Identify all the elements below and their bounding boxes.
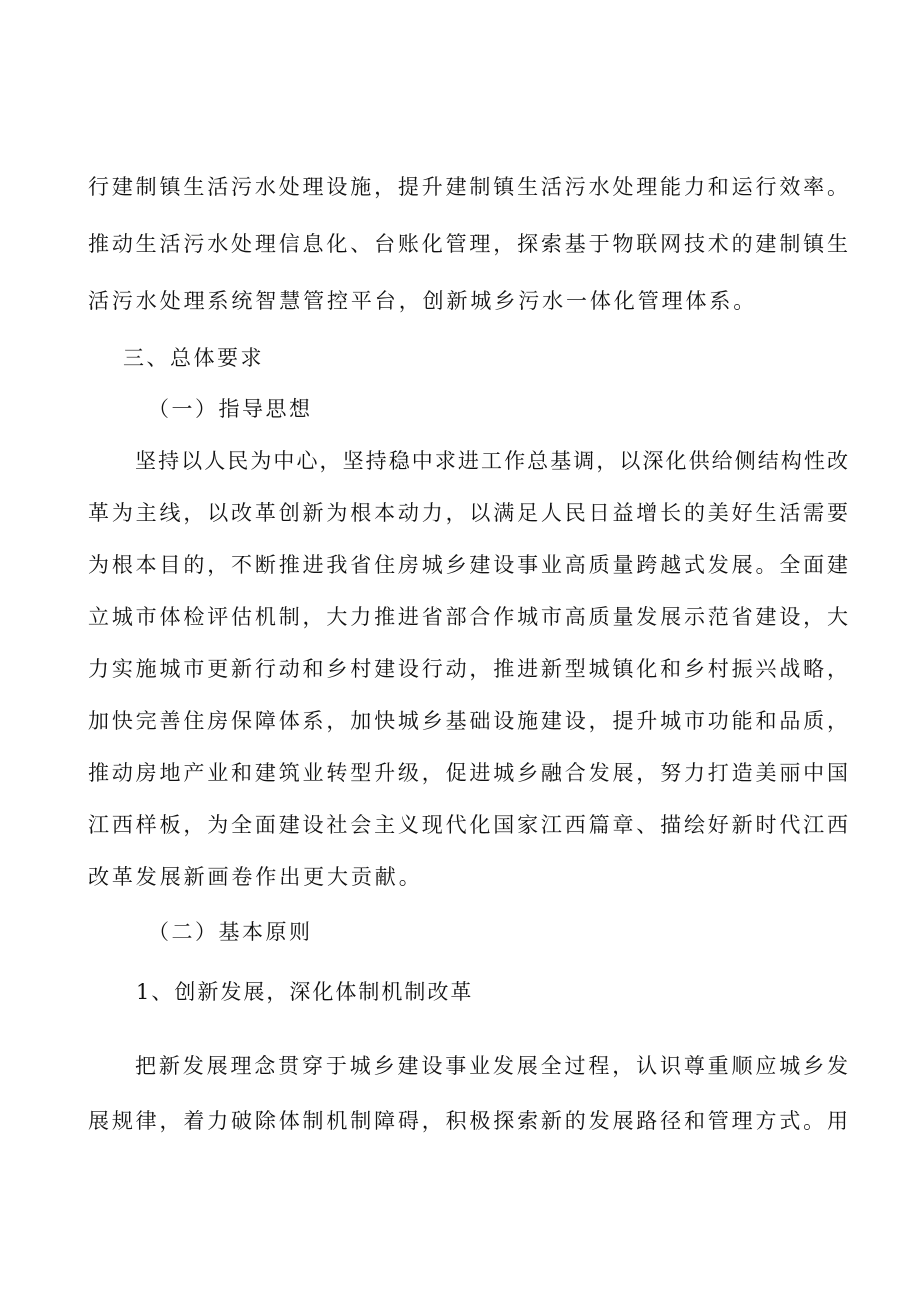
paragraph-line: 行建制镇生活污水处理设施，提升建制镇生活污水处理能力和运行效率。	[88, 175, 848, 199]
paragraph-line: 江西样板，为全面建设社会主义现代化国家江西篇章、描绘好新时代江西	[88, 813, 848, 837]
paragraph-line: 立城市体检评估机制，大力推进省部合作城市高质量发展示范省建设，大	[88, 605, 848, 629]
paragraph-line: 活污水处理系统智慧管控平台，创新城乡污水一体化管理体系。	[88, 289, 758, 313]
paragraph-line: 为根本目的，不断推进我省住房城乡建设事业高质量跨越式发展。全面建	[88, 553, 848, 577]
paragraph-line: 力实施城市更新行动和乡村建设行动，推进新型城镇化和乡村振兴战略，	[88, 657, 848, 681]
paragraph-line: 加快完善住房保障体系，加快城乡基础设施建设，提升城市功能和品质，	[88, 709, 848, 733]
paragraph-line: 推动房地产业和建筑业转型升级，促进城乡融合发展，努力打造美丽中国	[88, 761, 848, 785]
paragraph-line: 改革发展新画卷作出更大贡献。	[88, 865, 423, 889]
subsection-heading: （二）基本原则	[148, 920, 313, 944]
section-heading: 三、总体要求	[123, 346, 264, 370]
paragraph-line-text: 把新发展理念贯穿于城乡建设事业发展全过程，认识尊重顺应城乡发	[135, 1054, 848, 1078]
paragraph-line	[135, 1051, 848, 1081]
paragraph-line: 展规律，着力破除体制机制障碍，积极探索新的发展路径和管理方式。用	[88, 1109, 848, 1133]
paragraph-line: 革为主线，以改革创新为根本动力，以满足人民日益增长的美好生活需要	[88, 501, 848, 525]
paragraph-line	[135, 446, 848, 476]
subsection-heading: （一）指导思想	[148, 397, 313, 421]
item-heading: 1、创新发展，深化体制机制改革	[136, 980, 474, 1004]
paragraph-line: 推动生活污水处理信息化、台账化管理，探索基于物联网技术的建制镇生	[88, 232, 848, 256]
paragraph-line-text: 坚持以人民为中心，坚持稳中求进工作总基调，以深化供给侧结构性改	[135, 449, 848, 473]
